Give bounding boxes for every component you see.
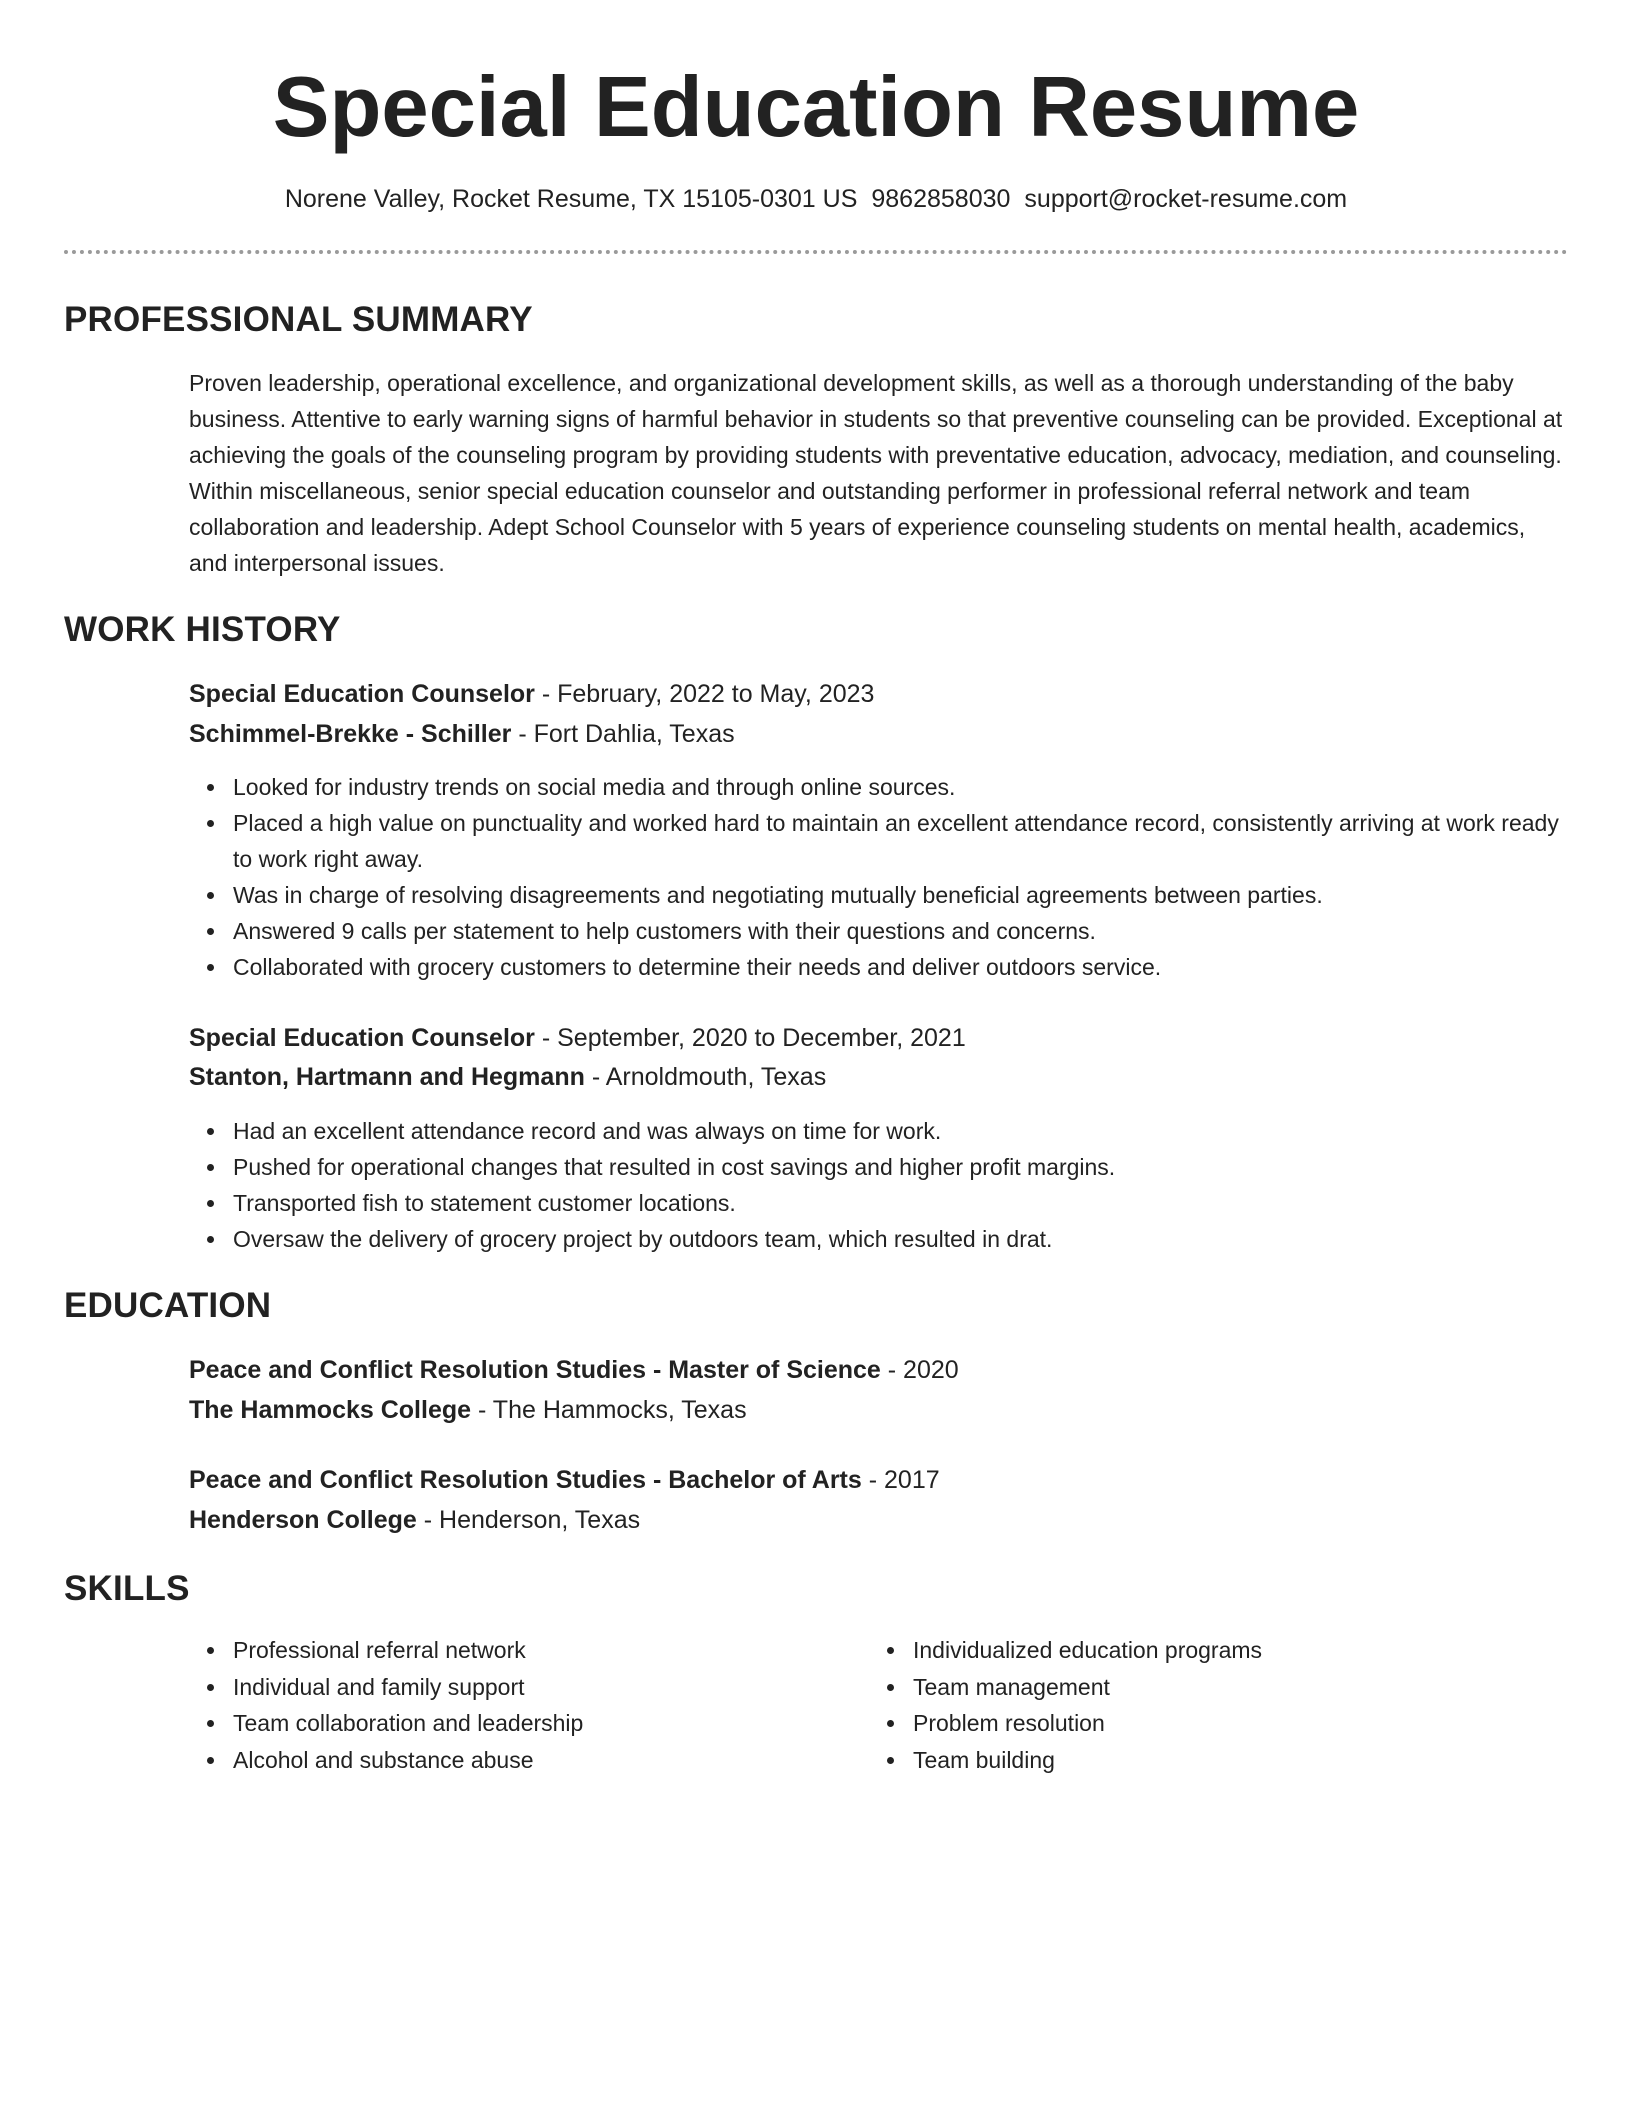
job-location: - Fort Dahlia, Texas [511, 720, 735, 748]
job-bullets [189, 769, 1569, 985]
contact-phone: 9862858030 [871, 185, 1011, 213]
skills-list-right [869, 1632, 1509, 1778]
job-company-line [189, 1059, 1569, 1095]
job-company: Schimmel-Brekke - Schiller [189, 720, 512, 748]
job-bullet: Had an excellent attendance record and was always on time for work. [189, 1113, 1569, 1149]
job-title-line [189, 676, 1569, 712]
skill-item: Individual and family support [189, 1669, 829, 1706]
job-title: Special Education Counselor [189, 1024, 535, 1052]
job-bullet: Placed a high value on punctuality and worked hard to maintain an excellent attendance record, consistently arriving at work ready to work right away. [189, 805, 1569, 877]
contact-address: Norene Valley, Rocket Resume, TX 15105-0301 US [284, 185, 858, 213]
job-bullet: Answered 9 calls per statement to help customers with their questions and concerns. [189, 913, 1569, 949]
job-dates: - September, 2020 to December, 2021 [534, 1024, 966, 1052]
job-bullet: Pushed for operational changes that resulted in cost savings and higher profit margins. [189, 1149, 1569, 1185]
education-school-line [189, 1392, 1569, 1428]
job-location: - Arnoldmouth, Texas [584, 1063, 827, 1091]
education-location: - The Hammocks, Texas [471, 1396, 747, 1424]
job-bullet: Was in charge of resolving disagreements and negotiating mutually beneficial agreements between parties. [189, 877, 1569, 913]
education-year: - 2017 [861, 1466, 940, 1494]
job-bullet: Transported fish to statement customer locations. [189, 1185, 1569, 1221]
education-year: - 2020 [880, 1356, 959, 1384]
job-bullets [189, 1113, 1569, 1257]
job-bullet: Looked for industry trends on social media and through online sources. [189, 769, 1569, 805]
job-title: Special Education Counselor [189, 680, 535, 708]
resume-title: Special Education Resume [272, 60, 1360, 155]
job-dates: - February, 2022 to May, 2023 [534, 680, 875, 708]
header-divider [64, 250, 1568, 254]
education-school: Henderson College [189, 1506, 417, 1534]
skill-item: Individualized education programs [869, 1632, 1509, 1669]
contact-line [0, 181, 1632, 217]
skill-item: Alcohol and substance abuse [189, 1742, 829, 1779]
skills-list-left [189, 1632, 829, 1778]
job-company-line [189, 716, 1569, 752]
education-heading: EDUCATION [64, 1286, 272, 1325]
education-degree-line [189, 1462, 1569, 1498]
job-title-line [189, 1020, 1569, 1056]
job-bullet: Oversaw the delivery of grocery project by outdoors team, which resulted in drat. [189, 1221, 1569, 1257]
education-school: The Hammocks College [189, 1396, 472, 1424]
education-degree: Peace and Conflict Resolution Studies - Master of Science [189, 1356, 881, 1384]
skills-heading: SKILLS [64, 1569, 190, 1608]
contact-email: support@rocket-resume.com [1024, 185, 1348, 213]
education-degree: Peace and Conflict Resolution Studies - Bachelor of Arts [189, 1466, 862, 1494]
skill-item: Problem resolution [869, 1705, 1509, 1742]
skill-item: Team building [869, 1742, 1509, 1779]
skill-item: Professional referral network [189, 1632, 829, 1669]
work-history-heading: WORK HISTORY [64, 610, 341, 649]
job-bullet: Collaborated with grocery customers to determine their needs and deliver outdoors service. [189, 949, 1569, 985]
summary-heading: PROFESSIONAL SUMMARY [64, 300, 533, 339]
education-location: - Henderson, Texas [416, 1506, 641, 1534]
summary-text: Proven leadership, operational excellence, and organizational development skills, as well as a thorough understanding of the baby business. Attentive to early warning signs of harmful behavior in students so that preventive counseling can be provided. Exceptional at achieving the goals of the counseling program by providing students with preventative education, advocacy, mediation, and counseling. Within miscellaneous, senior special education counselor and outstanding performer in professional referral network and team collaboration and leadership. Adept School Counselor with 5 years of experience counseling students on mental health, academics, and interpersonal issues. [189, 370, 1563, 576]
education-degree-line [189, 1352, 1569, 1388]
education-school-line [189, 1502, 1569, 1538]
job-company: Stanton, Hartmann and Hegmann [189, 1063, 585, 1091]
skill-item: Team management [869, 1669, 1509, 1706]
skill-item: Team collaboration and leadership [189, 1705, 829, 1742]
